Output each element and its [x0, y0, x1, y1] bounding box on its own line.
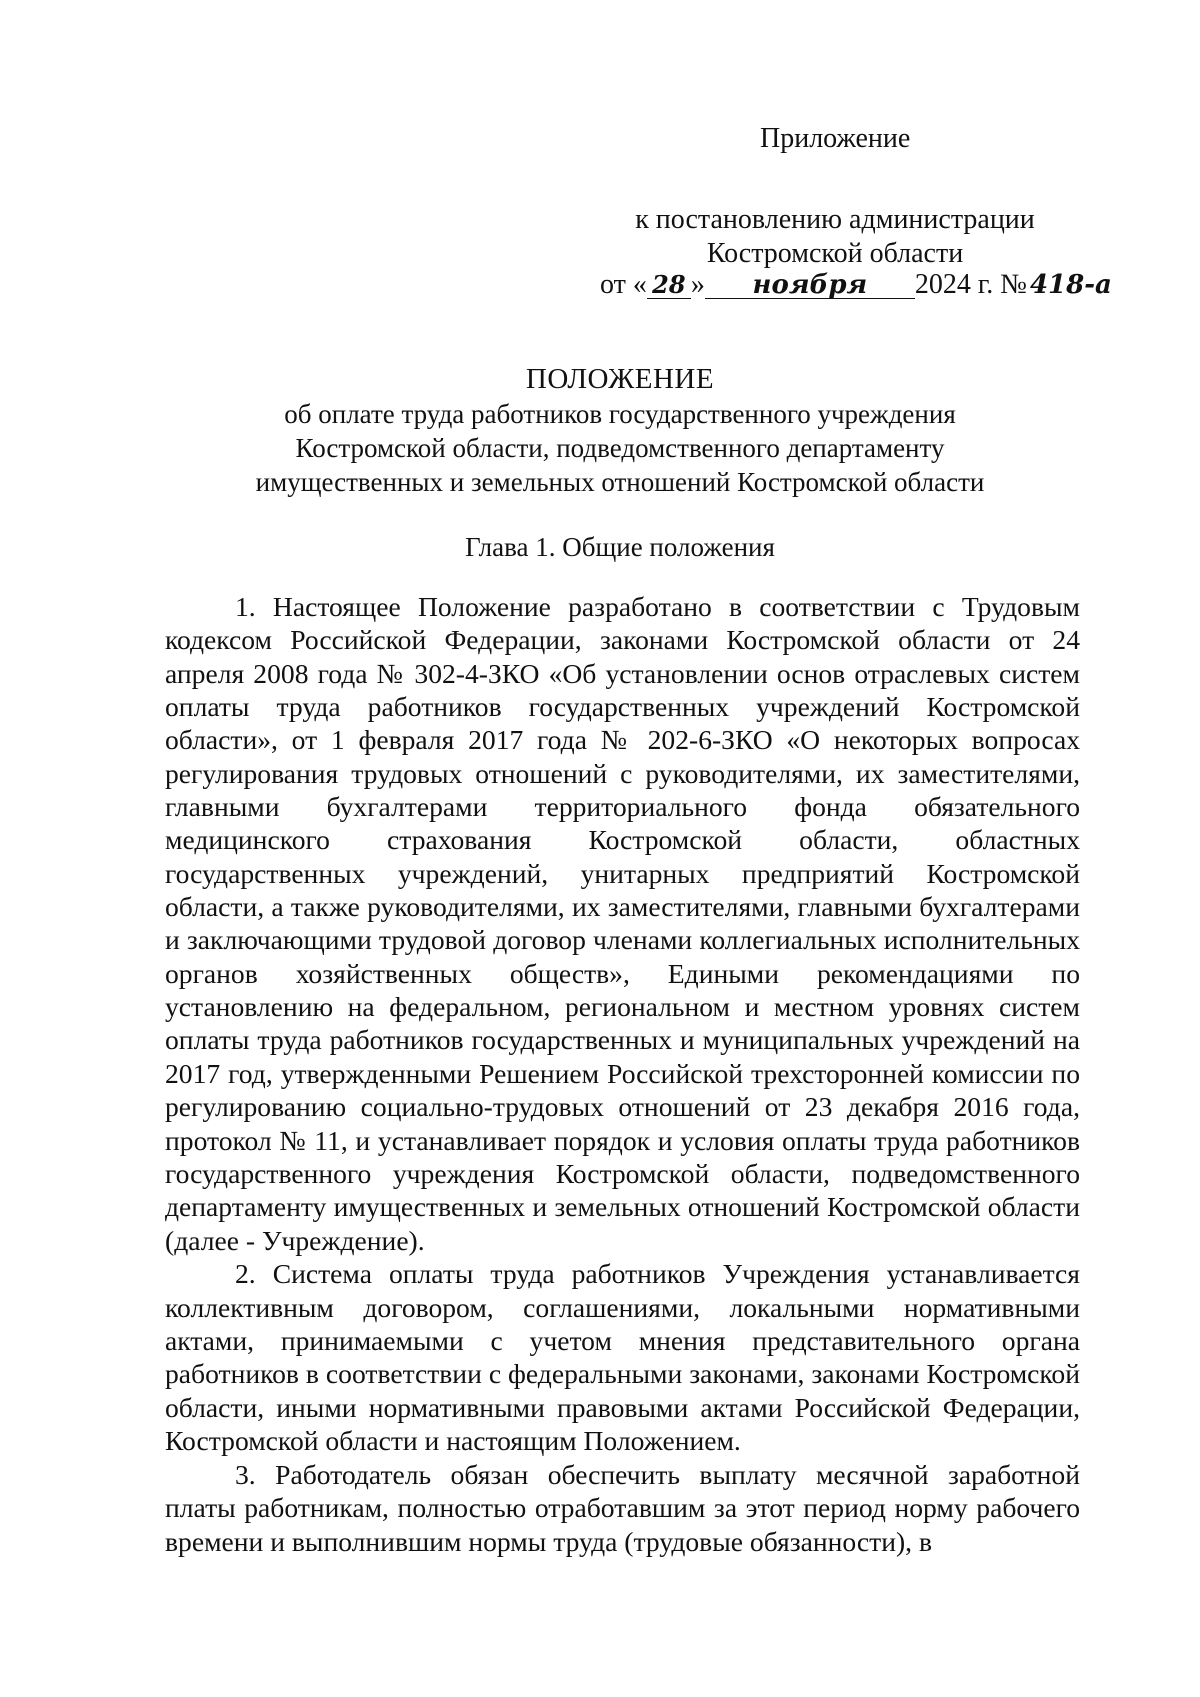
- date-prefix: от «: [600, 269, 647, 300]
- decree-reference: [620, 203, 1050, 271]
- paragraph-3: 3. Работодатель обязан обеспечить выплату месячной заработной платы работникам, полностью отработавшим за этот период норму рабочего времени и выполнившим нормы труда (трудовые обязанности), в: [165, 1458, 1080, 1557]
- date-year-text: 2024 г. №: [914, 269, 1027, 300]
- subtitle-line-2: Костромской области, подведомственного департаменту: [295, 433, 945, 463]
- document-subtitle: [160, 397, 1080, 499]
- handwritten-decree-number: 418-а: [1029, 270, 1112, 300]
- paragraph-2: 2. Система оплаты труда работников Учреждения устанавливается коллективным договором, соглашениями, локальными нормативными актами, принимаемыми с учетом мнения представительного органа работников в соответствии с федеральными законами, законами Костромской области, иными нормативными правовыми актами Российской Федерации, Костромской области и настоящим Положением.: [165, 1258, 1080, 1457]
- date-separator: »: [690, 269, 705, 300]
- appendix-label: Приложение: [760, 123, 911, 154]
- decree-reference-line-2: Костромской области: [706, 238, 964, 269]
- subtitle-line-1: об оплате труда работников государственного учреждения: [284, 399, 956, 429]
- document-body: [165, 590, 1080, 1558]
- decree-date-line: [600, 268, 1115, 302]
- paragraph-1: 1. Настоящее Положение разработано в соответствии с Трудовым кодексом Российской Федерации, законами Костромской области от 24 апреля 2008 года № 302-4-ЗКО «Об установлении основ отраслевых систем оплаты труда работников государственных учреждений Костромской области», от 1 февраля 2017 года № 202-6-ЗКО «О некоторых вопросах регулирования трудовых отношений с руководителями, их заместителями, главными бухгалтерами территориального фонда обязательного медицинского страхования Костромской области, областных государственных учреждений, унитарных предприятий Костромской области, а также руководителями, их заместителями, главными бухгалтерами и заключающими трудовой договор членами коллегиальных исполнительных органов хозяйственных обществ», Едиными рекомендациями по установлению на федеральном, региональном и местном уровнях систем оплаты труда работников государственных и муниципальных учреждений на 2017 год, утвержденными Решением Российской трехсторонней комиссии по регулированию социально-трудовых отношений от 23 декабря 2016 года, протокол № 11, и устанавливает порядок и условия оплаты труда работников государственного учреждения Костромской области, подведомственного департаменту имущественных и земельных отношений Костромской области (далее - Учреждение).: [165, 591, 1080, 1256]
- chapter-heading: Глава 1. Общие положения: [465, 532, 775, 562]
- document-title: ПОЛОЖЕНИЕ: [525, 363, 715, 395]
- decree-reference-line-1: к постановлению администрации: [635, 204, 1035, 235]
- document-title-block: [160, 362, 1080, 499]
- subtitle-line-3: имущественных и земельных отношений Костромской области: [255, 467, 985, 497]
- handwritten-month: ноября: [705, 272, 915, 299]
- handwritten-day: 28: [647, 272, 691, 299]
